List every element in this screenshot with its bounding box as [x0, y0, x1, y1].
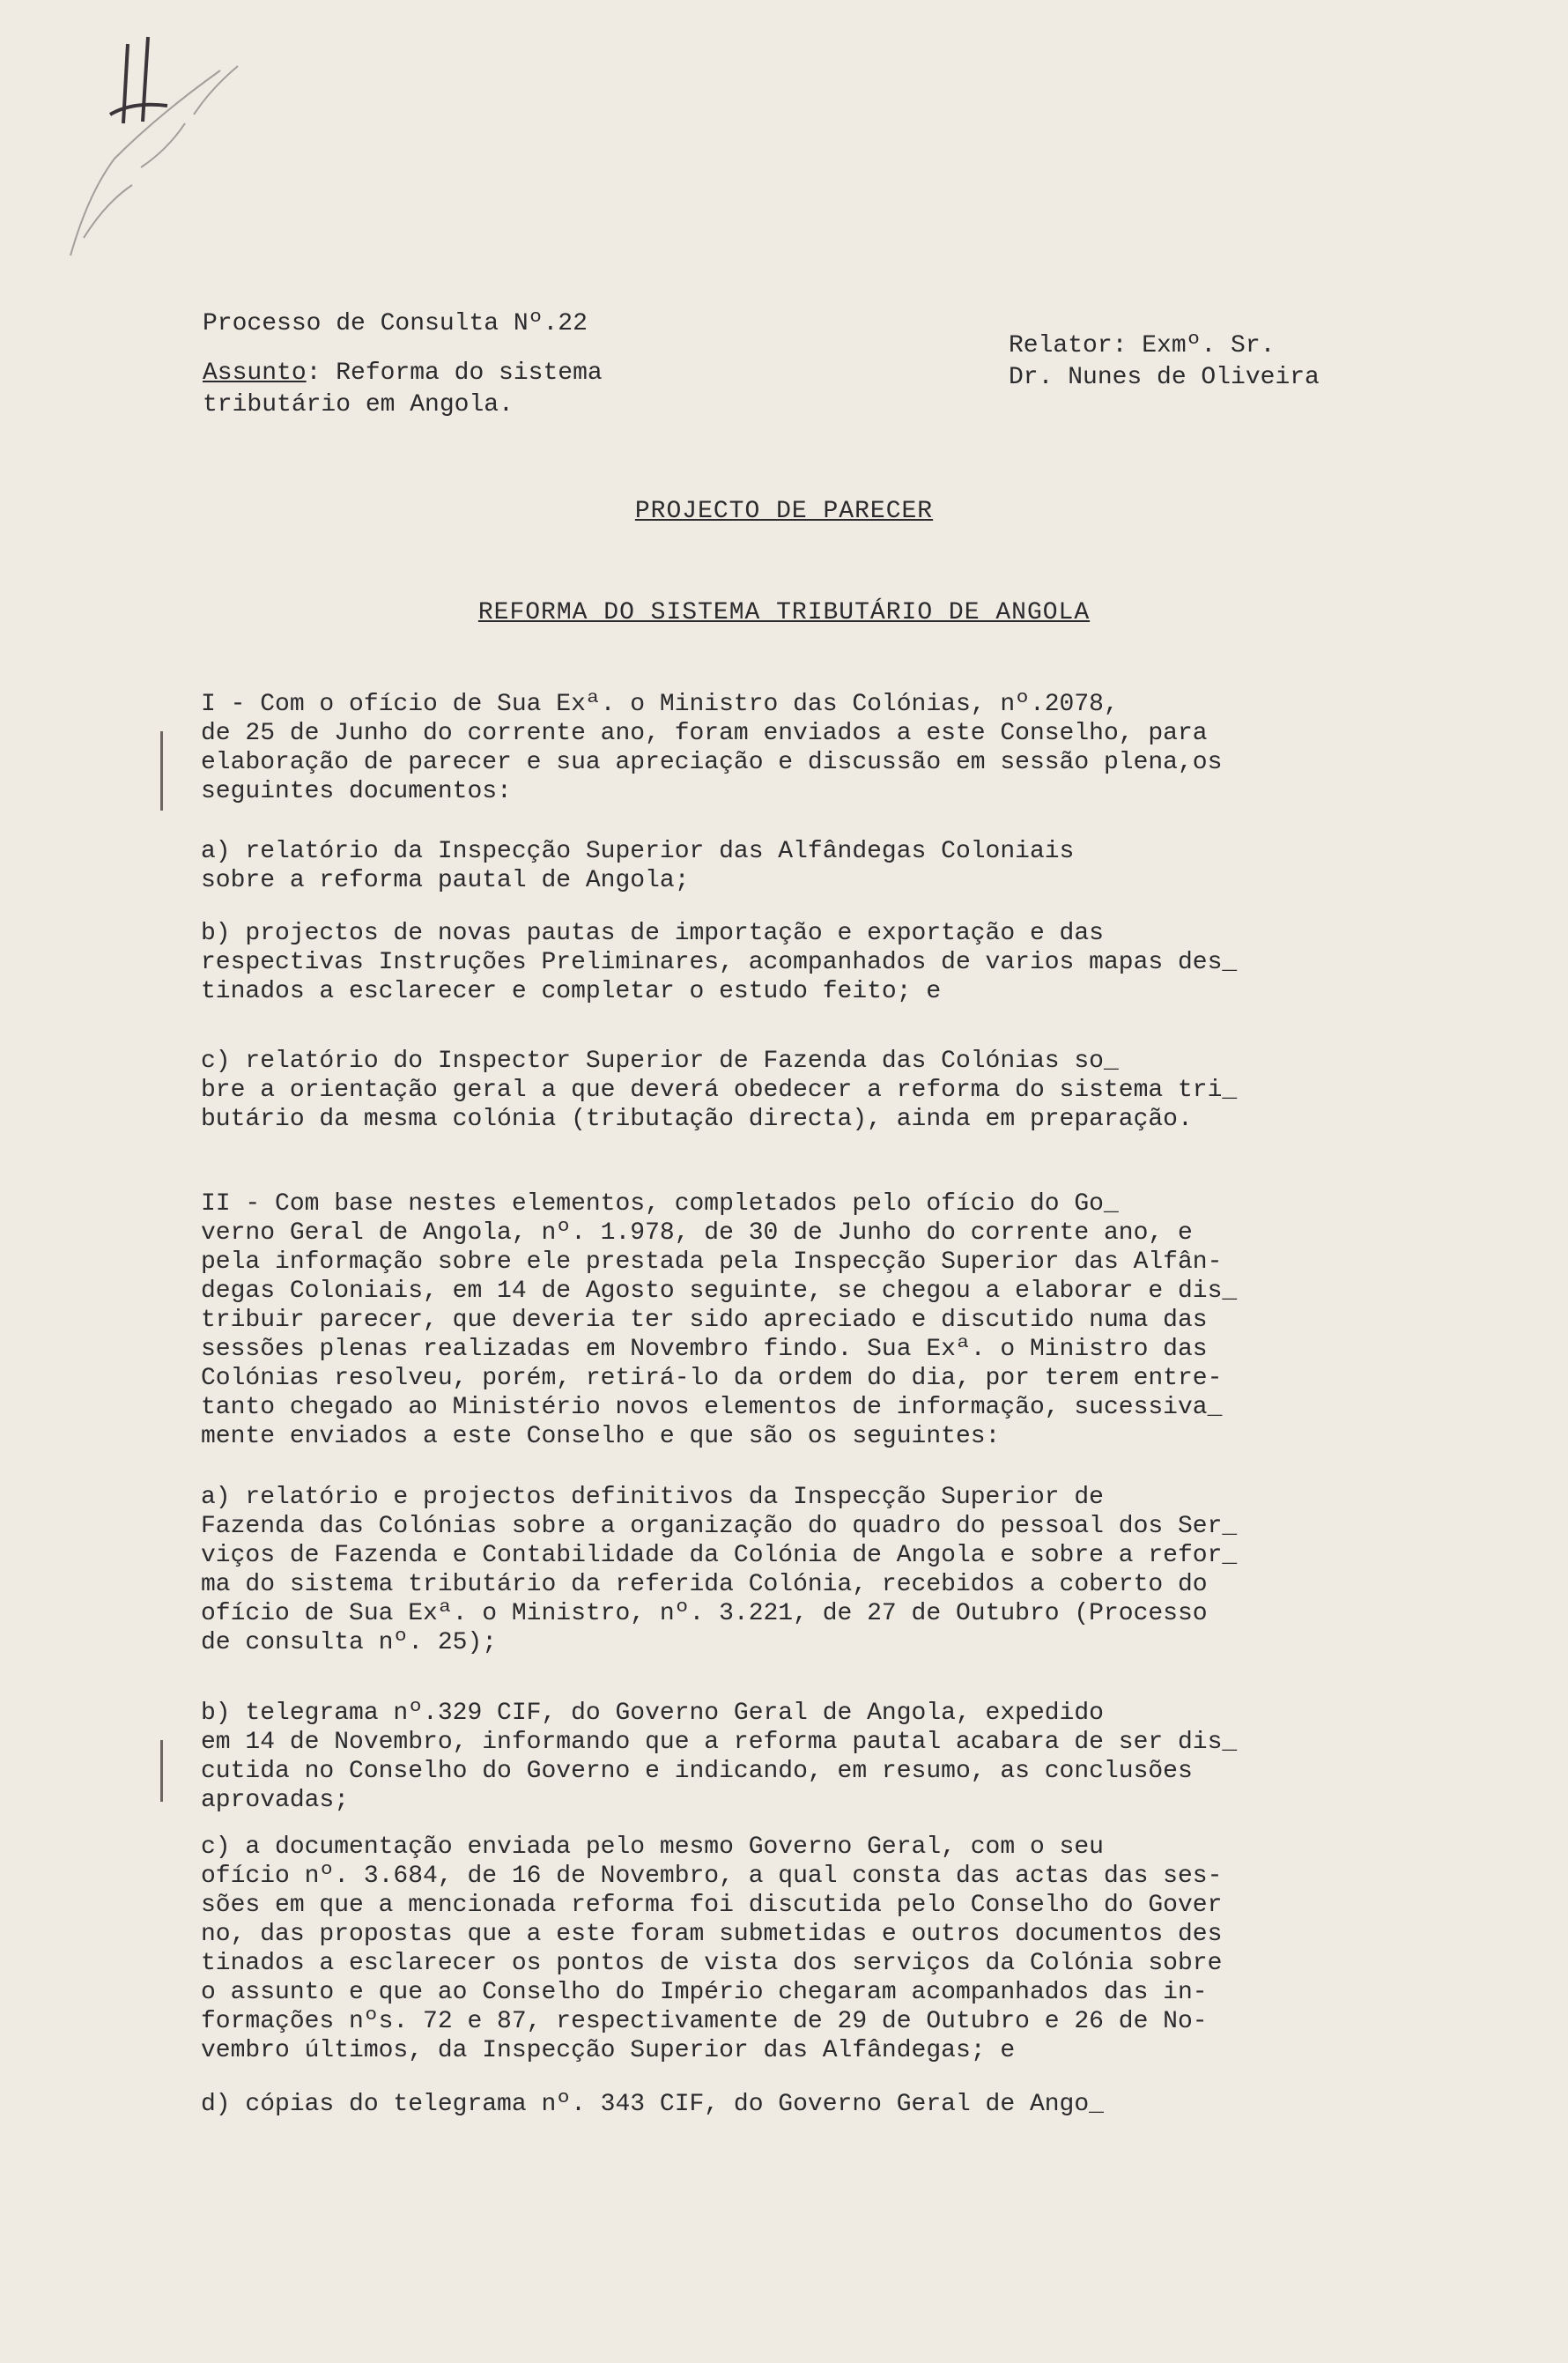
process-header — [203, 308, 603, 421]
rapporteur-block — [1009, 330, 1320, 394]
paragraph-item-c: c) relatório do Inspector Superior de Fazenda das Colónias so_ bre a orientação geral a que deverá obedecer a reforma do sistema tri_ butário da mesma colónia (tributação directa), ainda em preparação. — [201, 1048, 1238, 1133]
rapporteur-line-2: Dr. Nunes de Oliveira — [1009, 364, 1320, 391]
subject-text: : Reforma do sistema — [306, 359, 603, 387]
margin-mark — [160, 731, 163, 811]
main-title: REFORMA DO SISTEMA TRIBUTÁRIO DE ANGOLA — [477, 599, 1091, 626]
process-number: Processo de Consulta Nº.22 — [203, 310, 588, 337]
paragraph-2-item-b: b) telegrama nº.329 CIF, do Governo Geral de Angola, expedido em 14 de Novembro, informando que a reforma pautal acabara de ser dis_ cutida no Conselho do Governo e indicando, em resumo, as conclusões aprovadas; — [201, 1700, 1238, 1814]
subject-line — [203, 358, 603, 389]
margin-mark — [160, 1740, 163, 1802]
paragraph-1: I - Com o ofício de Sua Exª. o Ministro das Colónias, nº.2078, de 25 de Junho do corrente ano, foram enviados a este Conselho, para elaboração de parecer e sua apreciação e discussão em sessão plena,os seguintes documentos: — [201, 691, 1223, 805]
handwritten-annotation — [35, 18, 264, 273]
paragraph-item-b: b) projectos de novas pautas de importação e exportação e das respectivas Instruções Preliminares, acompanhados de varios mapas des_ tinados a esclarecer e completar o estudo feito; e — [201, 920, 1238, 1005]
subject-label: Assunto — [203, 359, 307, 387]
paragraph-2-item-a: a) relatório e projectos definitivos da Inspecção Superior de Fazenda das Colónias sobre a organização do quadro do pessoal dos Ser_ viços de Fazenda e Contabilidade da Colónia de Angola e sobre a refor_ ma do sistema tributário da referida Colónia, recebidos a coberto do ofício de Sua Exª. o Ministro, nº. 3.221, de 27 de Outubro (Processo de consulta nº. 25); — [201, 1484, 1238, 1656]
subject-text-continued: tributário em Angola. — [203, 391, 514, 419]
paragraph-item-a: a) relatório da Inspecção Superior das Alfândegas Coloniais sobre a reforma pautal de Angola; — [201, 838, 1075, 894]
draft-title: PROJECTO DE PARECER — [634, 498, 934, 525]
paragraph-2-item-d: d) cópias do telegrama nº. 343 CIF, do Governo Geral de Ango_ — [201, 2091, 1104, 2118]
paragraph-2: II - Com base nestes elementos, completados pelo ofício do Go_ verno Geral de Angola, nº. 1.978, de 30 de Junho do corrente ano, e pela informação sobre ele prestada pela Inspecção Superior das Alfân- degas Coloniais, em 14 de Agosto seguinte, se chegou a elaborar e dis_ tribuir parecer, que deveria ter sido apreciado e discutido numa das sessões plenas realizadas em Novembro findo. Sua Exª. o Ministro das Colónias resolveu, porém, retirá-lo da ordem do dia, por terem entre- tanto chegado ao Ministério novos elementos de informação, sucessiva_ mente enviados a este Conselho e que são os seguintes: — [201, 1190, 1238, 1450]
paragraph-2-item-c: c) a documentação enviada pelo mesmo Governo Geral, com o seu ofício nº. 3.684, de 16 de Novembro, a qual consta das actas das ses- sões em que a mencionada reforma foi discutida pelo Conselho do Gover no, das propostas que a este foram submetidas e outros documentos des tinados a esclarecer os pontos de vista dos serviços da Colónia sobre o assunto e que ao Conselho do Império chegaram acompanhados das in- formações nºs. 72 e 87, respectivamente de 29 de Outubro e 26 de No- vembro últimos, da Inspecção Superior das Alfândegas; e — [201, 1833, 1223, 2064]
rapporteur-line-1: Relator: Exmº. Sr. — [1009, 332, 1276, 359]
